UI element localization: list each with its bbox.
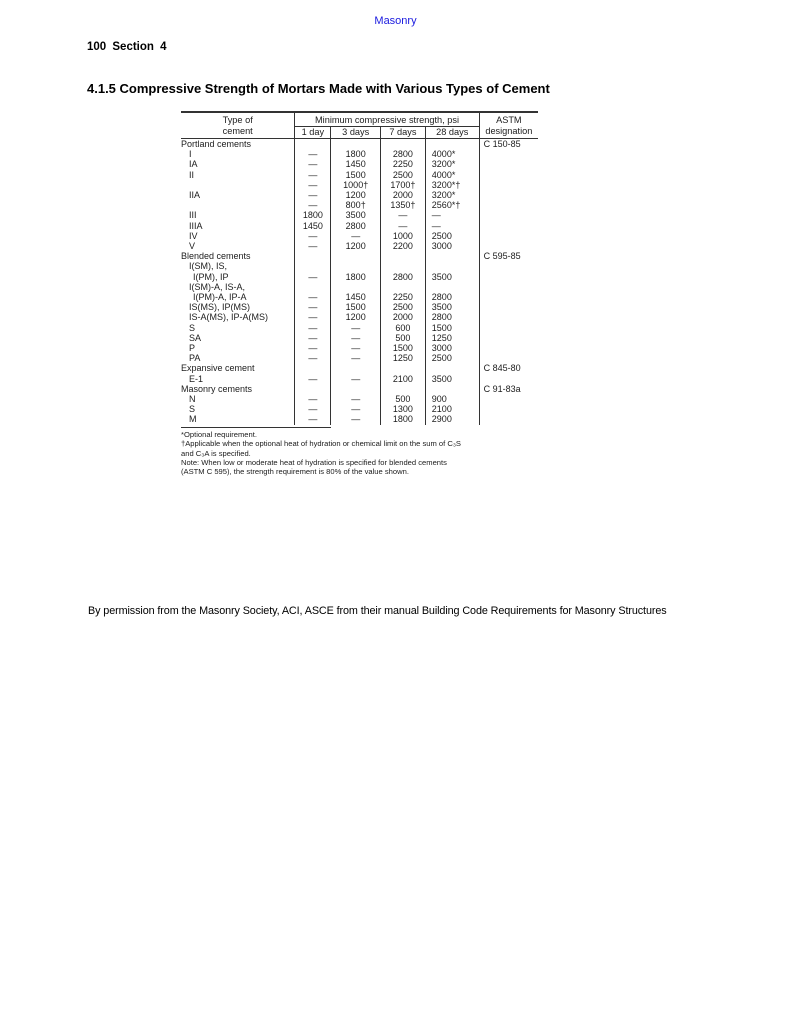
group-row [181, 139, 538, 150]
header-28-days: 28 days [425, 127, 479, 139]
empty-cell [425, 261, 479, 271]
value-3-days: 1450 [331, 159, 381, 169]
value-28-days: 2560*† [425, 200, 479, 210]
table-row [181, 333, 538, 343]
cement-type: III [189, 210, 197, 221]
empty-cell [425, 384, 479, 394]
value-7-days: — [380, 221, 425, 231]
empty-cell [479, 180, 538, 190]
value-28-days: 3200*† [425, 180, 479, 190]
cement-type [181, 180, 295, 190]
value-3-days: — [331, 353, 381, 363]
value-7-days: 2500 [380, 302, 425, 312]
value-28-days: 3200* [425, 190, 479, 200]
value-1-day: — [295, 200, 331, 210]
cement-type [181, 200, 295, 210]
value-3-days: 800† [331, 200, 381, 210]
value-3-days: 1500 [331, 302, 381, 312]
value-28-days: 2500 [425, 231, 479, 241]
value-7-days: 2800 [380, 272, 425, 282]
cement-type: E-1 [189, 373, 204, 384]
value-3-days: — [331, 394, 381, 404]
table-row [181, 159, 538, 169]
table-row [181, 353, 538, 363]
empty-cell [479, 302, 538, 312]
table-row [181, 241, 538, 251]
empty-cell [295, 384, 331, 394]
empty-cell [380, 251, 425, 261]
cement-type: I(PM)-A, IP-A [193, 292, 247, 303]
value-7-days: 2250 [380, 159, 425, 169]
value-7-days: 2800 [380, 149, 425, 159]
empty-cell [295, 251, 331, 261]
value-3-days: — [331, 414, 381, 424]
value-28-days: 2900 [425, 414, 479, 424]
value-28-days: 3200* [425, 159, 479, 169]
value-1-day: — [295, 374, 331, 384]
value-7-days: 2000 [380, 190, 425, 200]
section-title: 4.1.5 Compressive Strength of Mortars Made with Various Types of Cement [87, 81, 550, 96]
value-3-days: 1200 [331, 190, 381, 200]
value-3-days: — [331, 404, 381, 414]
empty-cell [380, 363, 425, 373]
cement-type: P [189, 343, 196, 354]
value-28-days: — [425, 210, 479, 220]
table-note: †Applicable when the optional heat of hydration or chemical limit on the sum of C₃S [181, 439, 461, 449]
empty-cell [331, 139, 381, 150]
empty-cell [479, 221, 538, 231]
table-row [181, 210, 538, 220]
astm-designation: C 91-83a [479, 384, 538, 394]
value-28-days: 2500 [425, 353, 479, 363]
empty-cell [425, 282, 479, 292]
value-7-days: 2000 [380, 312, 425, 322]
empty-cell [295, 261, 331, 271]
cement-type: IS(MS), IP(MS) [189, 302, 250, 313]
empty-cell [479, 312, 538, 322]
group-row [181, 363, 538, 373]
empty-cell [295, 139, 331, 150]
value-28-days: 3500 [425, 302, 479, 312]
value-3-days: 1800 [331, 149, 381, 159]
footnote-rule [181, 427, 331, 428]
value-28-days: 3000 [425, 343, 479, 353]
page-header: 100 Section 4 [87, 41, 167, 53]
strength-table-figure [181, 111, 541, 477]
value-1-day: — [295, 292, 331, 302]
value-1-day: — [295, 231, 331, 241]
value-7-days: 2250 [380, 292, 425, 302]
value-3-days: 1200 [331, 241, 381, 251]
value-1-day: — [295, 343, 331, 353]
table-row [181, 200, 538, 210]
cement-type: IV [189, 230, 198, 241]
table-note: Note: When low or moderate heat of hydration is specified for blended cements [181, 457, 447, 467]
table-row [181, 190, 538, 200]
table-row [181, 180, 538, 190]
cement-type: PA [189, 353, 201, 364]
value-1-day: — [295, 272, 331, 282]
header-type-line2: cement [222, 125, 253, 136]
table-row [181, 343, 538, 353]
value-28-days: 3500 [425, 374, 479, 384]
header-astm-line2: designation [485, 125, 533, 136]
empty-cell [425, 251, 479, 261]
empty-cell [380, 282, 425, 292]
value-1-day: — [295, 312, 331, 322]
value-1-day: 1800 [295, 210, 331, 220]
empty-cell [479, 272, 538, 282]
top-masonry-link[interactable]: Masonry [374, 15, 417, 27]
header-min-strength: Minimum compressive strength, psi [295, 112, 479, 127]
value-7-days: 1250 [380, 353, 425, 363]
table-row [181, 404, 538, 414]
value-3-days: 1450 [331, 292, 381, 302]
empty-cell [479, 282, 538, 292]
cement-type: M [189, 414, 197, 425]
compressive-strength-table [181, 111, 538, 425]
empty-cell [479, 200, 538, 210]
value-28-days: — [425, 221, 479, 231]
value-7-days: 500 [380, 333, 425, 343]
cement-type: I(PM), IP [193, 271, 229, 282]
cement-type: I [189, 149, 192, 160]
value-3-days: — [331, 333, 381, 343]
table-row [181, 414, 538, 424]
astm-designation: C 845-80 [479, 363, 538, 373]
empty-cell [331, 282, 381, 292]
value-7-days: 500 [380, 394, 425, 404]
table-row [181, 394, 538, 404]
value-28-days: 1250 [425, 333, 479, 343]
value-3-days: 2800 [331, 221, 381, 231]
empty-cell [479, 170, 538, 180]
value-1-day: — [295, 302, 331, 312]
value-3-days: — [331, 343, 381, 353]
value-7-days: 2500 [380, 170, 425, 180]
table-row [181, 302, 538, 312]
cement-type: SA [189, 332, 202, 343]
empty-cell [479, 333, 538, 343]
empty-cell [479, 394, 538, 404]
value-3-days: 1000† [331, 180, 381, 190]
value-1-day: — [295, 404, 331, 414]
value-1-day: — [295, 159, 331, 169]
value-7-days: 1500 [380, 343, 425, 353]
value-7-days: 1350† [380, 200, 425, 210]
empty-cell [380, 261, 425, 271]
cement-type: II [189, 169, 195, 180]
value-7-days: — [380, 210, 425, 220]
cement-type: S [189, 404, 196, 415]
header-type-line1: Type of [222, 114, 253, 125]
table-row [181, 221, 538, 231]
value-7-days: 1300 [380, 404, 425, 414]
empty-cell [479, 261, 538, 271]
value-1-day: — [295, 333, 331, 343]
value-3-days: 1500 [331, 170, 381, 180]
cement-type: S [189, 322, 196, 333]
value-1-day: — [295, 190, 331, 200]
cement-type: IA [189, 159, 198, 170]
header-3-days: 3 days [331, 127, 381, 139]
cement-type: N [189, 394, 196, 405]
empty-cell [479, 323, 538, 333]
table-note: (ASTM C 595), the strength requirement is 80% of the value shown. [181, 467, 409, 477]
header-7-days: 7 days [380, 127, 425, 139]
astm-designation: C 150-85 [479, 139, 538, 150]
empty-cell [425, 139, 479, 150]
table-body [181, 139, 538, 425]
table-row [181, 170, 538, 180]
astm-designation: C 595-85 [479, 251, 538, 261]
empty-cell [479, 190, 538, 200]
value-28-days: 2800 [425, 312, 479, 322]
value-3-days: 3500 [331, 210, 381, 220]
table-note: and C₃A is specified. [181, 448, 251, 458]
group-name: Portland cements [181, 139, 252, 149]
value-1-day: — [295, 180, 331, 190]
value-3-days: — [331, 231, 381, 241]
value-28-days: 3000 [425, 241, 479, 251]
table-row [181, 374, 538, 384]
empty-cell [479, 210, 538, 220]
value-28-days: 2100 [425, 404, 479, 414]
value-1-day: — [295, 323, 331, 333]
value-3-days: 1200 [331, 312, 381, 322]
cement-type: V [189, 241, 196, 252]
table-note: *Optional requirement. [181, 429, 257, 439]
empty-cell [331, 363, 381, 373]
empty-cell [479, 374, 538, 384]
cement-type: I(SM), IS, [189, 261, 227, 272]
value-1-day: — [295, 149, 331, 159]
empty-cell [331, 261, 381, 271]
value-1-day: — [295, 241, 331, 251]
table-row [181, 261, 538, 271]
group-row [181, 251, 538, 261]
cement-type: IS-A(MS), IP-A(MS) [189, 312, 268, 323]
empty-cell [479, 353, 538, 363]
table-row [181, 149, 538, 159]
cement-type: IIA [189, 190, 201, 201]
value-28-days: 900 [425, 394, 479, 404]
header-1-day: 1 day [295, 127, 331, 139]
empty-cell [479, 292, 538, 302]
empty-cell [331, 251, 381, 261]
empty-cell [479, 231, 538, 241]
table-row [181, 272, 538, 282]
empty-cell [380, 139, 425, 150]
empty-cell [479, 149, 538, 159]
group-name: Expansive cement [181, 363, 255, 374]
table-row [181, 282, 538, 292]
table-row [181, 323, 538, 333]
empty-cell [479, 241, 538, 251]
value-28-days: 3500 [425, 272, 479, 282]
value-3-days: 1800 [331, 272, 381, 282]
table-notes [181, 430, 541, 477]
group-row [181, 384, 538, 394]
value-1-day: — [295, 170, 331, 180]
value-28-days: 4000* [425, 170, 479, 180]
empty-cell [479, 159, 538, 169]
table-row [181, 312, 538, 322]
value-28-days: 1500 [425, 323, 479, 333]
empty-cell [479, 404, 538, 414]
header-astm [479, 112, 538, 139]
value-3-days: — [331, 374, 381, 384]
value-1-day: — [295, 414, 331, 424]
table-row [181, 292, 538, 302]
value-7-days: 600 [380, 323, 425, 333]
empty-cell [479, 343, 538, 353]
value-3-days: — [331, 323, 381, 333]
value-7-days: 1800 [380, 414, 425, 424]
empty-cell [295, 282, 331, 292]
empty-cell [380, 384, 425, 394]
group-name: Blended cements [181, 251, 251, 262]
value-7-days: 2100 [380, 374, 425, 384]
empty-cell [295, 363, 331, 373]
empty-cell [331, 384, 381, 394]
cement-type: I(SM)-A, IS-A, [189, 281, 245, 292]
empty-cell [479, 414, 538, 424]
value-1-day: 1450 [295, 221, 331, 231]
value-7-days: 2200 [380, 241, 425, 251]
table-row [181, 231, 538, 241]
value-7-days: 1000 [380, 231, 425, 241]
permission-credit: By permission from the Masonry Society, ACI, ASCE from their manual Building Code Requirements for Masonry Structures [88, 605, 667, 617]
empty-cell [425, 363, 479, 373]
cement-type: IIIA [189, 220, 203, 231]
value-1-day: — [295, 394, 331, 404]
group-name: Masonry cements [181, 383, 253, 394]
header-type-of-cement [181, 112, 295, 139]
value-1-day: — [295, 353, 331, 363]
value-28-days: 4000* [425, 149, 479, 159]
value-28-days: 2800 [425, 292, 479, 302]
header-astm-line1: ASTM [496, 114, 522, 125]
value-7-days: 1700† [380, 180, 425, 190]
